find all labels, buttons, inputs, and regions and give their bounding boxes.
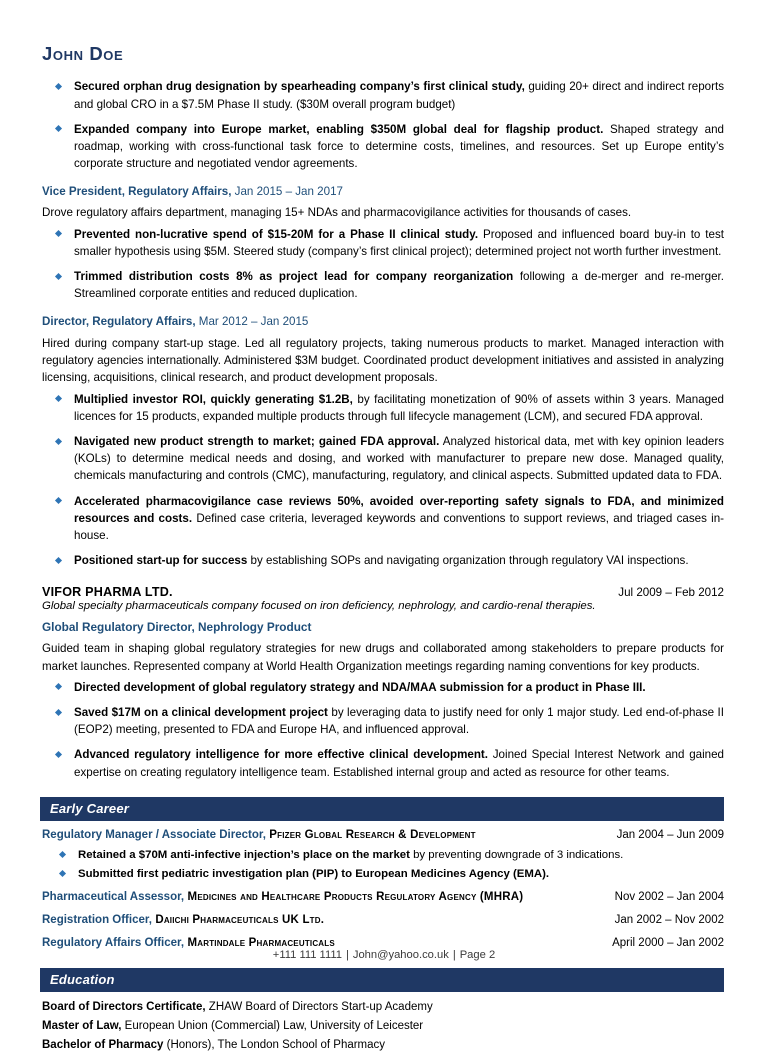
early-career-header-row [42,889,724,906]
company-dates: Jul 2009 – Feb 2012 [618,586,724,600]
bullet-item [40,866,724,883]
bullet-body-text: Shaped strategy and roadmap, working with cross-functional task force to determine costs, timelines, and resources. Set up Europe entity’s corporate structure and negotiated vendor agreements. [74,122,724,170]
education-degree: Bachelor of Pharmacy [42,1038,164,1051]
early-career-header-row [42,827,724,844]
bullet-item [40,679,724,696]
bullet-item [40,391,724,425]
bullet-item [40,121,724,172]
bullet-lead-text: Directed development of global regulatory strategy and NDA/MAA submission for a product in Phase III. [74,680,646,694]
bullet-lead-text: Secured orphan drug designation by spearheading company’s first clinical study, [74,80,525,94]
early-career-title-org [42,912,336,929]
bullet-lead-text: Accelerated pharmacovigilance case reviews 50%, avoided over-reporting safety signals to FDA, and minimized resources and costs. [74,494,724,525]
bullet-lead-text: Advanced regulatory intelligence for more effective clinical development. [74,748,488,762]
top-achievements-list [40,78,724,172]
early-career-title-org [42,889,535,906]
bullet-body-text: Analyzed historical data, met with key opinion leaders (KOLs) to determine medical needs and dosing, and worked with manufacturer to prepare new dose. Managed quality, chemicals manufacturing and controls (CMC), manufacturing, regulatory, and clinical aspects. Submitted updated data to FDA. [74,435,724,483]
bullet-item [40,552,724,569]
diamond-bullet-icon [55,683,62,690]
company-description: Global specialty pharmaceuticals company focused on iron deficiency, nephrology, and cardio-renal therapies. [42,600,596,613]
role-bullets-list [40,226,724,303]
education-detail: (Honors), The London School of Pharmacy [163,1038,386,1051]
role-bullets-list [40,391,724,569]
bullet-lead-text: Retained a $70M anti-infective injection’s place on the market [78,848,410,861]
early-career-organization: Martindale Pharmaceuticals [184,937,335,950]
bullet-lead-text: Multiplied investor ROI, quickly generating $1.2B, [74,392,353,406]
early-career-title: Regulatory Manager / Associate Director, [42,828,266,841]
bullet-lead-text: Prevented non-lucrative spend of $15-20M for a Phase II clinical study. [74,227,479,241]
education-entry [42,1036,724,1054]
role-summary: Hired during company start-up stage. Led all regulatory projects, taking numerous products to market. Managed interaction with regulatory agencies internationally. Administered $3M budget. Coordinated product development initiatives and assisted in analyzing licensing, acquisitions, clinical research, and product development proposals. [42,336,724,385]
footer-phone: +111 111 1111 [272,949,342,961]
education-entry [42,1017,724,1036]
company-name: VIFOR PHARMA LTD. [42,585,173,600]
diamond-bullet-icon [55,497,62,504]
early-career-title: Regulatory Affairs Officer, [42,937,185,950]
bullet-item [40,268,724,302]
footer-email: John@yahoo.co.uk [352,949,449,961]
page-title: John Doe [42,43,124,64]
early-career-organization: Medicines and Healthcare Products Regulatory Agency (MHRA) [184,890,524,903]
bullet-lead-text: Positioned start-up for success [74,554,248,567]
company-subrole: Global Regulatory Director, Nephrology Product [42,620,312,635]
early-career-header-row [42,912,724,929]
diamond-bullet-icon [59,870,66,877]
bullet-body-text: following a de-merger and re-merger. Streamlined corporate entities and reduced duplication. [74,270,724,301]
job-title-row [42,184,724,200]
page-footer [0,949,768,961]
job-role: Vice President, Regulatory Affairs, [42,185,232,199]
bullet-lead-text: Navigated new product strength to market; gained FDA approval. [74,435,440,449]
bullet-lead-text: Saved $17M on a clinical development project [74,706,328,720]
diamond-bullet-icon [55,395,62,402]
diamond-bullet-icon [55,556,62,563]
job-dates: Mar 2012 – Jan 2015 [195,315,309,329]
early-career-title: Registration Officer, [42,913,152,926]
bullet-lead-text: Submitted first pediatric investigation plan (PIP) to European Medicines Agency (EMA). [78,867,550,880]
early-career-dates: Jan 2004 – Jun 2009 [616,828,724,841]
company-vifor-pharma [40,585,724,781]
bullet-body-text: guiding 20+ direct and indirect reports and global CRO in a $7.5M Phase II study. ($30M overall program budget) [74,80,724,111]
diamond-bullet-icon [55,83,62,90]
bullet-item [40,704,724,738]
early-career-bullets-list [40,847,724,883]
bullet-lead-text: Trimmed distribution costs 8% as project lead for company reorganization [74,270,514,284]
diamond-bullet-icon [55,230,62,237]
education-degree: Board of Directors Certificate, [42,1001,206,1014]
diamond-bullet-icon [55,273,62,280]
section-banner-education: Education [40,968,724,992]
role-vice-president [40,184,724,302]
job-role: Director, Regulatory Affairs, [42,315,196,329]
job-title-row [42,314,724,330]
footer-separator: | [345,949,349,961]
bullet-item [40,493,724,544]
bullet-body-text: Defined case criteria, leveraged keywords and conventions to support reviews, and triaged cases in-house. [74,511,724,542]
bullet-body-text: by establishing SOPs and navigating organization through regulatory VAI inspections. [247,554,689,567]
education-entry [42,998,724,1017]
early-career-dates: Nov 2002 – Jan 2004 [614,890,724,903]
bullet-body-text: Proposed and influenced board buy-in to test smaller hypothesis using $5M. Steered study (company’s first clinical project); determined project not worth further investment. [74,227,724,258]
early-career-organization: Pfizer Global Research & Development [265,828,476,841]
education-detail: European Union (Commercial) Law, University of Leicester [121,1020,424,1033]
early-career-title: Pharmaceutical Assessor, [42,890,185,903]
diamond-bullet-icon [55,438,62,445]
education-detail: ZHAW Board of Directors Start-up Academy [205,1001,433,1014]
footer-separator: | [452,949,456,961]
early-career-organization: Daiichi Pharmaceuticals UK Ltd. [151,913,325,926]
company-header-row [42,585,724,599]
footer-page-number: Page 2 [459,949,496,961]
education-degree: Master of Law, [42,1020,122,1033]
bullet-body-text: by leveraging data to justify need for only 1 major study. Led end-of-phase II (EOP2) meeting, presented to FDA and Europe HA, and influenced approval. [74,706,724,737]
early-career-dates: Jan 2002 – Nov 2002 [614,913,724,926]
early-career-title-org [42,827,488,844]
bullet-item [40,746,724,780]
role-summary: Drove regulatory affairs department, managing 15+ NDAs and pharmacovigilance activities for thousands of cases. [42,206,632,220]
bullet-item [40,226,724,260]
role-director [40,314,724,569]
bullet-lead-text: Expanded company into Europe market, enabling $350M global deal for flagship product. [74,122,604,136]
job-dates: Jan 2015 – Jan 2017 [231,185,343,199]
diamond-bullet-icon [55,751,62,758]
bullet-body-text: by preventing downgrade of 3 indications. [409,848,624,861]
early-career-dates: April 2000 – Jan 2002 [612,937,724,950]
diamond-bullet-icon [59,851,66,858]
role-summary: Guided team in shaping global regulatory strategies for new drugs and collaborated among stakeholders to prepare products for market launches. Represented company at World Health Organization meetings regarding naming conventions for key products. [42,642,724,673]
early-career-entry [40,912,724,929]
diamond-bullet-icon [55,709,62,716]
bullet-item [40,847,724,864]
early-career-entry [40,889,724,906]
bullet-item [40,78,724,112]
early-career-entry [40,827,724,883]
early-career-section [40,827,724,953]
role-bullets-list [40,679,724,781]
education-section [40,998,724,1054]
bullet-body-text: by facilitating monetization of 90% of assets within 3 years. Managed licences for 15 products, expanded multiple products through full lifecycle management (LCM), and secured FDA approval. [74,392,724,423]
section-banner-early-career: Early Career [40,797,724,821]
bullet-item [40,433,724,484]
diamond-bullet-icon [55,125,62,132]
bullet-body-text: Joined Special Interest Network and gained expertise on creating regulatory intelligence team. Established internal group and acted as resource for other teams. [74,748,725,779]
